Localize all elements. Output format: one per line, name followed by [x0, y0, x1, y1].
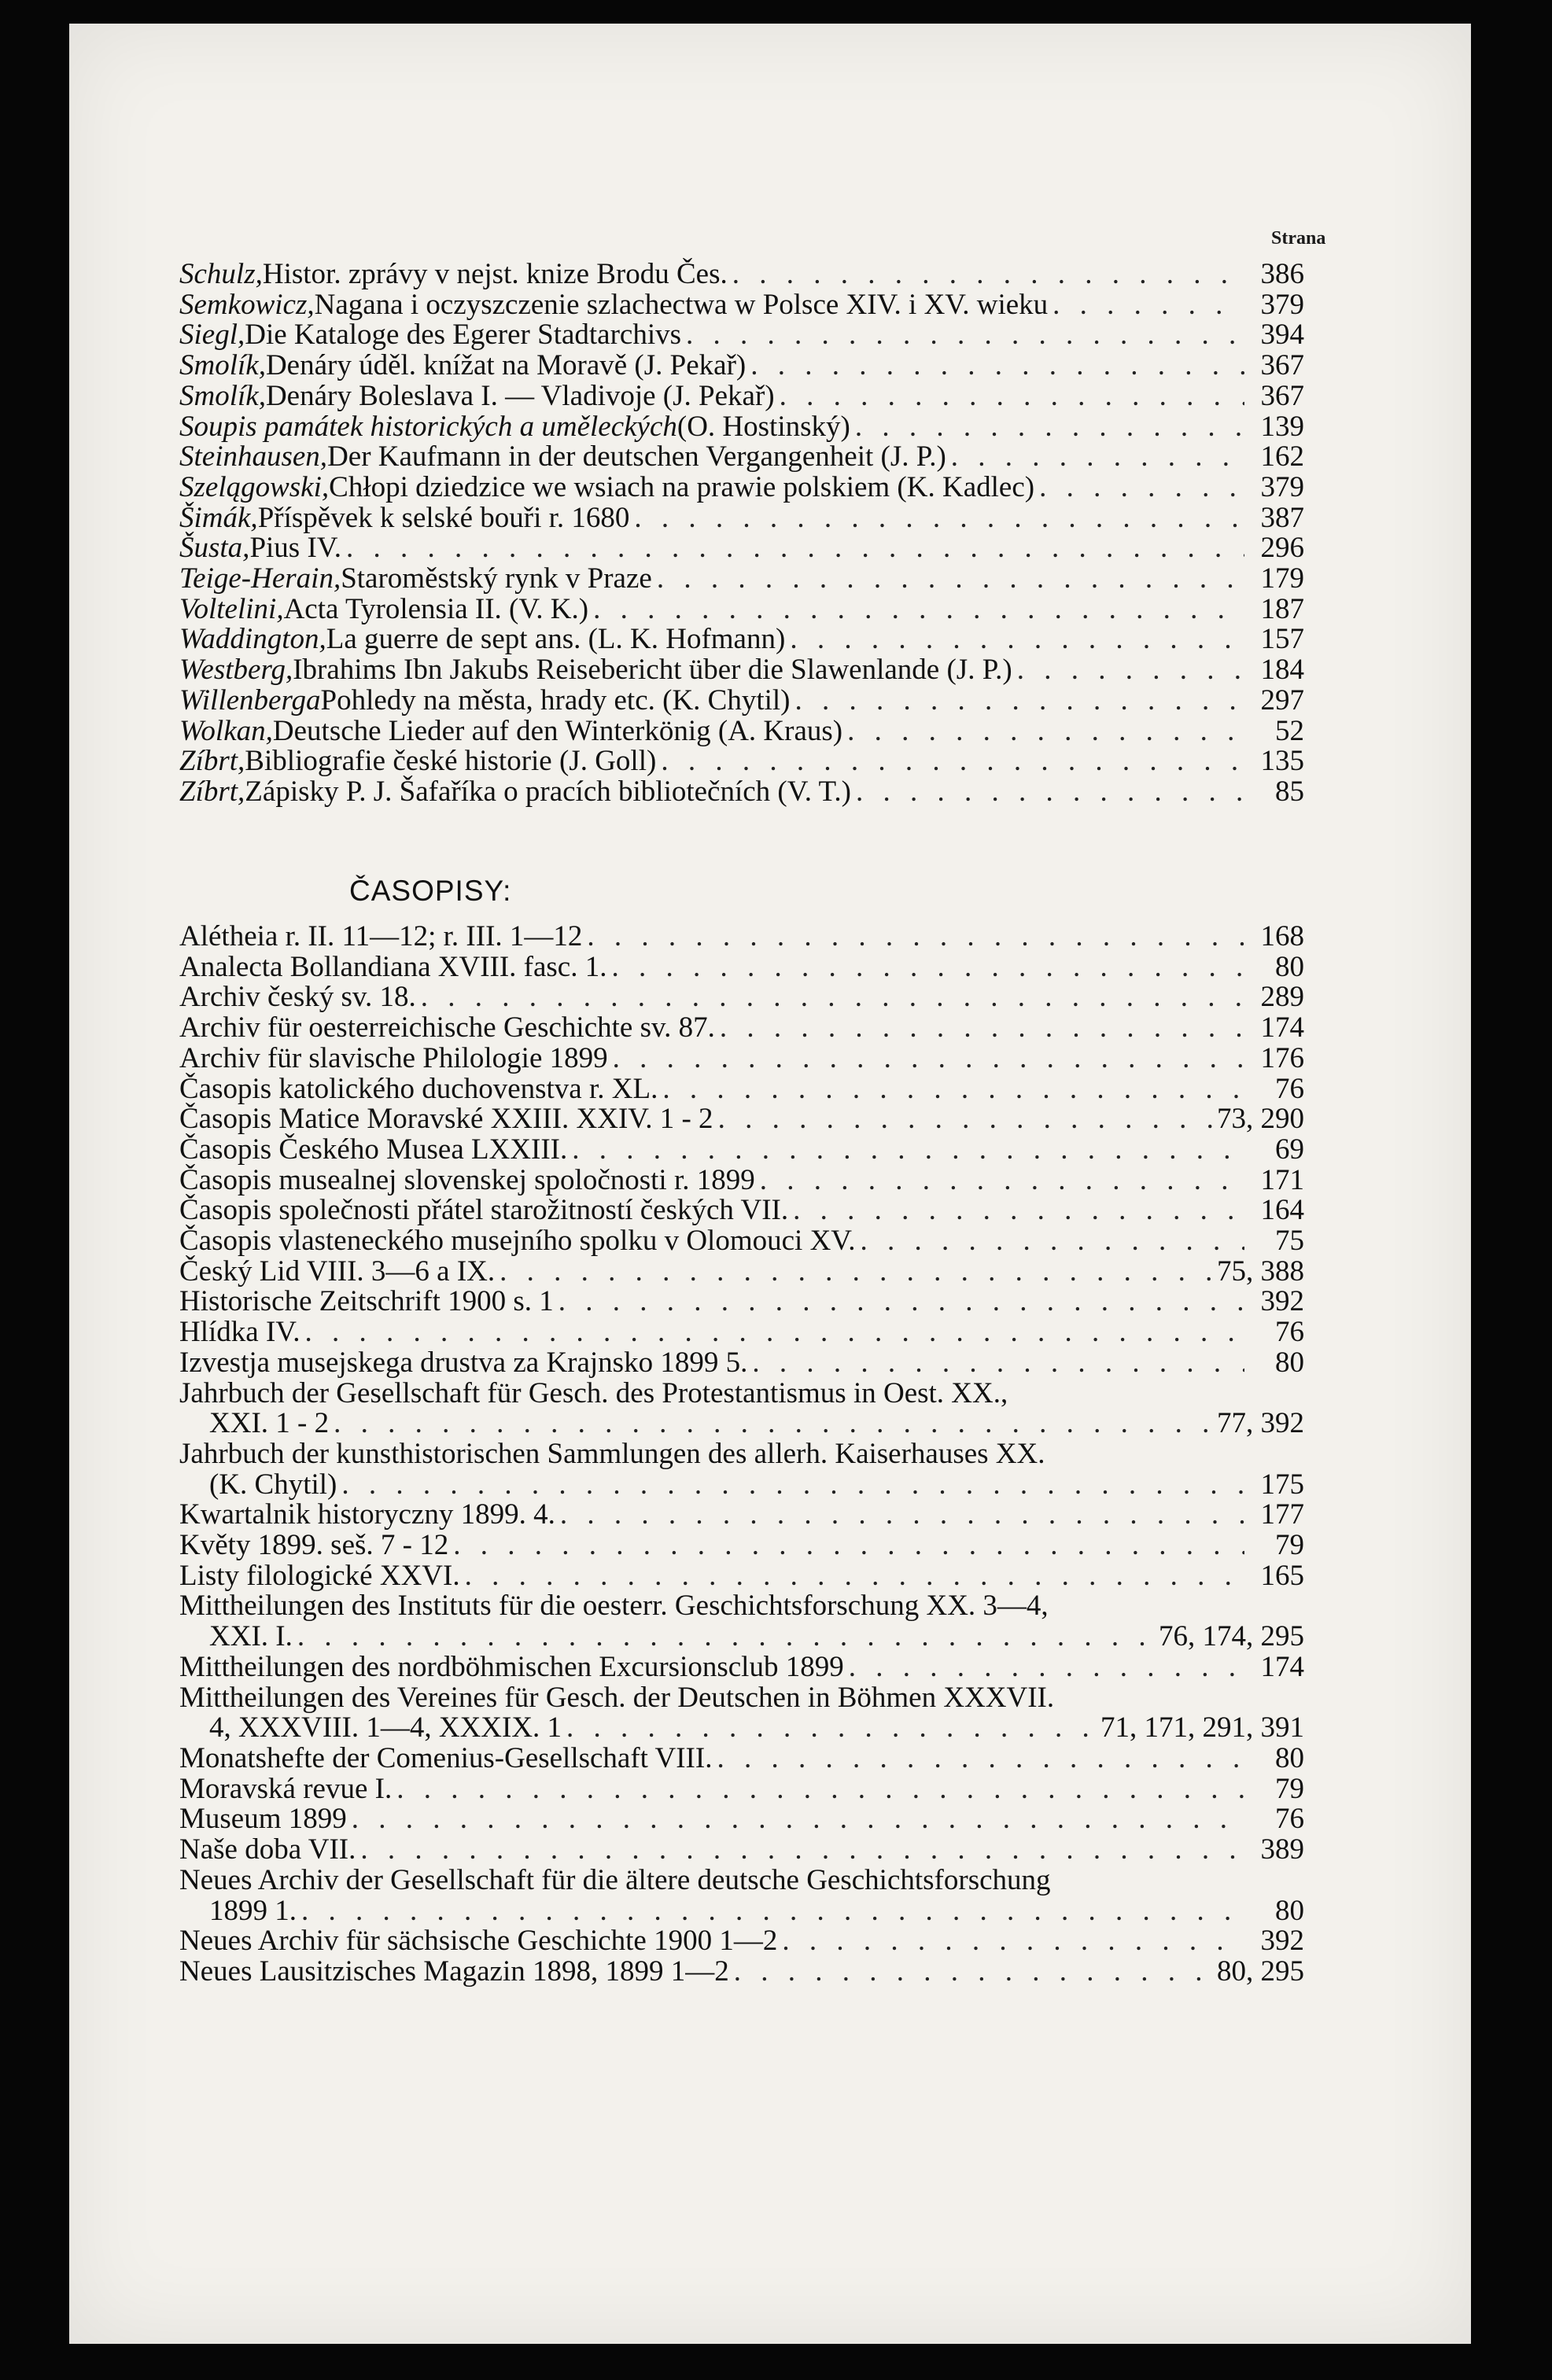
dot-leader [752, 1348, 1244, 1379]
dot-leader [951, 442, 1244, 473]
entry-title: Listy filologické XXVI. [179, 1559, 460, 1592]
entry-author: Zíbrt, [179, 745, 245, 778]
dot-leader [782, 1926, 1244, 1957]
entry-title: (O. Hostinský) [676, 410, 850, 443]
author-entry [179, 260, 1304, 290]
entry-line-continued [179, 1622, 1304, 1652]
journal-entry [179, 1439, 1304, 1500]
journal-entry [179, 1226, 1304, 1257]
entry-title: Der Kaufmann in der deutschen Vergangenheit (J. P.) [327, 440, 946, 473]
entry-title: Bibliografie české historie (J. Goll) [245, 745, 657, 778]
entry-page-number: 392 [1260, 1925, 1304, 1958]
entry-line [179, 290, 1304, 321]
author-entry [179, 412, 1304, 443]
entry-title-continued: (K. Chytil) [209, 1468, 337, 1501]
entry-title: Deutsche Lieder auf den Winterkönig (A. Kraus) [272, 714, 843, 747]
entry-line [179, 1041, 1304, 1074]
dot-leader [1039, 473, 1244, 503]
author-entry [179, 714, 1304, 747]
entry-line [179, 1135, 1304, 1166]
journal-entry [179, 1561, 1304, 1592]
journal-entry [179, 1531, 1304, 1561]
author-entry [179, 533, 1304, 564]
entry-page-number: 175 [1260, 1468, 1304, 1501]
entry-line [179, 1835, 1304, 1866]
entry-line [179, 320, 1304, 351]
entry-title: Pohledy na města, hrady etc. (K. Chytil) [320, 683, 791, 717]
journal-entry [179, 1500, 1304, 1531]
entry-line-continued [179, 1896, 1304, 1927]
entry-page-number: 289 [1260, 981, 1304, 1014]
entry-page-number: 79 [1275, 1529, 1304, 1562]
entry-page-number: 52 [1275, 714, 1304, 747]
entry-line [179, 624, 1304, 655]
entry-author: Steinhausen, [179, 440, 328, 473]
entry-line [179, 1531, 1304, 1561]
author-entry [179, 564, 1304, 595]
dot-leader [734, 1957, 1212, 1988]
entry-title: Časopis Českého Musea LXXIII. [179, 1133, 568, 1166]
entry-page-number: 379 [1260, 288, 1304, 321]
entry-line [179, 1317, 1304, 1348]
entry-title-continued: XXI. I. [209, 1620, 293, 1653]
entry-page-number: 394 [1260, 319, 1304, 352]
entry-page-number: 176 [1260, 1041, 1304, 1074]
entry-line [179, 1013, 1304, 1044]
dot-leader [297, 1622, 1154, 1652]
dot-leader [453, 1531, 1244, 1561]
entry-line [179, 1652, 1304, 1683]
entry-page-number: 76 [1275, 1072, 1304, 1105]
entry-line [179, 564, 1304, 595]
entry-page-number: 80 [1275, 1346, 1304, 1379]
entry-page-number: 85 [1275, 775, 1304, 808]
entry-page-number: 296 [1260, 532, 1304, 565]
author-entry [179, 777, 1304, 808]
entry-line [179, 1254, 1304, 1288]
entry-author: Semkowicz, [179, 288, 315, 321]
entry-line [179, 1074, 1304, 1105]
entry-title: Naše doba VII. [179, 1833, 356, 1866]
journal-entry [179, 1863, 1304, 1927]
entry-author: Šusta, [179, 532, 250, 565]
author-entry [179, 320, 1304, 351]
entry-page-number: 164 [1260, 1194, 1304, 1227]
dot-leader [566, 1713, 1096, 1744]
entry-title: Jahrbuch der kunsthistorischen Sammlungen des allerh. Kaiserhauses XX. [179, 1437, 1045, 1470]
dot-leader [421, 982, 1244, 1013]
entry-title: Denáry Boleslava I. — Vladivoje (J. Pekař) [265, 379, 775, 412]
entry-line [179, 1104, 1304, 1135]
entry-line [179, 922, 1304, 952]
entry-title: Chłopi dziedzice we wsiach na prawie polskiem (K. Kadlec) [329, 470, 1035, 503]
entry-page-number: 367 [1260, 349, 1304, 382]
journal-entry [179, 1741, 1304, 1774]
entry-title: Jahrbuch der Gesellschaft für Gesch. des Protestantismus in Oest. XX., [179, 1376, 1008, 1409]
entry-line [179, 592, 1304, 625]
entry-line-continued [179, 1409, 1304, 1439]
entry-page-number: 174 [1260, 1650, 1304, 1683]
journal-entry [179, 1254, 1304, 1288]
entry-title: Neues Lausitzisches Magazin 1898, 1899 1—2 [179, 1954, 729, 1988]
entry-line [179, 655, 1304, 686]
entry-title: Histor. zprávy v nejst. knize Brodu Čes. [262, 258, 728, 290]
dot-leader [611, 952, 1244, 983]
journal-entry [179, 1163, 1304, 1196]
journal-entry [179, 922, 1304, 952]
entry-title: Historische Zeitschrift 1900 s. 1 [179, 1285, 554, 1318]
dot-leader [795, 686, 1244, 717]
entry-line [179, 381, 1304, 412]
dot-leader [847, 717, 1244, 747]
entry-title: Monatshefte der Comenius-Gesellschaft VIII. [179, 1741, 713, 1774]
entry-author: Smolík, [179, 349, 266, 382]
author-entry [179, 624, 1304, 655]
journal-entry [179, 1074, 1304, 1105]
journal-entry [179, 1835, 1304, 1866]
journal-entry [179, 982, 1304, 1013]
journal-entry [179, 1652, 1304, 1683]
entry-line [179, 714, 1304, 747]
journal-entry [179, 1135, 1304, 1166]
entry-line [179, 982, 1304, 1013]
dot-leader [304, 1317, 1244, 1348]
dot-leader [634, 503, 1244, 534]
entry-title: Museum 1899 [179, 1803, 347, 1836]
entry-author: Wolkan, [179, 714, 273, 747]
dot-leader [352, 1804, 1244, 1835]
entry-line [179, 1376, 1304, 1409]
entry-line-continued [179, 1713, 1304, 1744]
entry-author: Zíbrt, [179, 775, 245, 808]
entry-page-number: 73, 290 [1217, 1103, 1304, 1136]
journal-entry [179, 1804, 1304, 1835]
dot-leader [301, 1896, 1244, 1927]
entry-page-number: 139 [1260, 410, 1304, 443]
entry-page-number: 367 [1260, 379, 1304, 412]
entry-title: Denáry úděl. knížat na Moravě (J. Pekař) [265, 349, 747, 382]
entry-title: Ibrahims Ibn Jakubs Reisebericht über die Slawenlande (J. P.) [293, 654, 1012, 687]
dot-leader [1017, 655, 1244, 686]
journal-entry [179, 1683, 1304, 1744]
entry-line [179, 442, 1304, 473]
entry-page-number: 80 [1275, 950, 1304, 983]
entry-title: Analecta Bollandiana XVIII. fasc. 1. [179, 950, 607, 983]
entry-author: Voltelini, [179, 592, 284, 625]
dot-leader [780, 381, 1244, 412]
entry-title: Archiv český sv. 18. [179, 981, 416, 1014]
entry-title: Časopis katolického duchovenstva r. XL. [179, 1072, 658, 1105]
entry-title: Hlídka IV. [179, 1316, 300, 1349]
entry-line [179, 1683, 1304, 1714]
entry-author: Soupis památek historických a uměleckých [179, 410, 677, 443]
journal-entry [179, 1013, 1304, 1044]
journal-entry [179, 1376, 1304, 1440]
entry-title-continued: XXI. 1 - 2 [209, 1407, 330, 1440]
entry-author: Šimák, [179, 501, 258, 534]
entry-page-number: 387 [1260, 501, 1304, 534]
entry-page-number: 76, 174, 295 [1159, 1620, 1304, 1653]
entry-page-number: 165 [1260, 1559, 1304, 1592]
dot-leader [1052, 290, 1244, 321]
entry-title: Neues Archiv für sächsische Geschichte 1900 1—2 [179, 1925, 778, 1958]
author-entry [179, 655, 1304, 686]
entry-line [179, 1863, 1304, 1896]
document-page [69, 24, 1471, 2344]
dot-leader [334, 1409, 1212, 1439]
entry-line [179, 1163, 1304, 1196]
author-entry [179, 290, 1304, 321]
dot-leader [856, 777, 1244, 808]
dot-leader [732, 260, 1244, 290]
entry-title: Mittheilungen des Instituts für die oesterr. Geschichtsforschung XX. 3—4, [179, 1590, 1049, 1623]
dot-leader [613, 1044, 1244, 1074]
entry-line [179, 1741, 1304, 1774]
dot-leader [718, 1104, 1212, 1135]
entry-page-number: 79 [1275, 1772, 1304, 1805]
entry-author: Schulz, [179, 258, 263, 290]
entry-line [179, 1561, 1304, 1592]
entry-title: Zápisky P. J. Šafaříka o pracích bibliotečních (V. T.) [245, 775, 851, 808]
author-entry [179, 503, 1304, 534]
dot-leader [849, 1652, 1244, 1683]
entry-line [179, 260, 1304, 290]
dot-leader [657, 564, 1244, 595]
dot-leader [662, 1074, 1244, 1105]
entry-page-number: 75 [1275, 1225, 1304, 1258]
dot-leader [750, 351, 1244, 381]
entry-title: Časopis společnosti přátel starožitností českých VII. [179, 1194, 789, 1227]
journal-entry [179, 1926, 1304, 1957]
entry-title: Izvestja musejskega drustva za Krajnsko 1899 5. [179, 1346, 748, 1379]
entry-line [179, 470, 1304, 503]
entry-page-number: 162 [1260, 440, 1304, 473]
entry-line [179, 746, 1304, 777]
entry-title-continued: 1899 1. [209, 1894, 297, 1927]
entry-title: Český Lid VIII. 3—6 a IX. [179, 1254, 496, 1288]
dot-leader [661, 746, 1244, 777]
entry-page-number: 297 [1260, 683, 1304, 717]
entry-line [179, 1591, 1304, 1622]
entry-author: Teige-Herain, [179, 562, 341, 595]
entry-page-number: 135 [1260, 745, 1304, 778]
entry-author: Waddington, [179, 623, 326, 656]
entry-line [179, 1226, 1304, 1257]
entry-page-number: 80 [1275, 1741, 1304, 1774]
entry-title: Mittheilungen des nordböhmischen Excursionsclub 1899 [179, 1650, 844, 1683]
dot-leader [346, 533, 1244, 564]
entry-author: Smolík, [179, 379, 266, 412]
dot-leader [465, 1561, 1244, 1592]
entry-page-number: 75, 388 [1217, 1254, 1304, 1288]
author-entry [179, 351, 1304, 381]
entry-line [179, 1804, 1304, 1835]
dot-leader [760, 1166, 1244, 1196]
entry-line [179, 1348, 1304, 1379]
entry-page-number: 77, 392 [1217, 1407, 1304, 1440]
dot-leader [558, 1287, 1244, 1317]
entry-title: Die Kataloge des Egerer Stadtarchivs [245, 319, 682, 352]
journal-entry [179, 1348, 1304, 1379]
entry-page-number: 69 [1275, 1133, 1304, 1166]
entry-title: Staroměstský rynk v Praze [341, 562, 652, 595]
journal-entry [179, 952, 1304, 983]
entry-page-number: 76 [1275, 1316, 1304, 1349]
entry-title: Archiv für slavische Philologie 1899 [179, 1041, 608, 1074]
entry-title: Acta Tyrolensia II. (V. K.) [283, 592, 589, 625]
entry-line [179, 351, 1304, 381]
entry-title: Květy 1899. seš. 7 - 12 [179, 1529, 449, 1562]
entry-title: Alétheia r. II. 11—12; r. III. 1—12 [179, 920, 583, 952]
section-heading-casopisy: ČASOPISY: [349, 875, 512, 907]
entry-line [179, 1500, 1304, 1531]
dot-leader [793, 1196, 1244, 1226]
entry-line [179, 777, 1304, 808]
entry-page-number: 177 [1260, 1498, 1304, 1531]
entry-page-number: 184 [1260, 654, 1304, 687]
entry-line [179, 1196, 1304, 1226]
entry-author: Siegl, [179, 319, 245, 352]
entry-author: Willenberga [179, 683, 321, 717]
entry-title-continued: 4, XXXVIII. 1—4, XXXIX. 1 [209, 1711, 562, 1744]
entry-page-number: 187 [1260, 592, 1304, 625]
entry-title: Neues Archiv der Gesellschaft für die ältere deutsche Geschichtsforschung [179, 1863, 1051, 1896]
journal-entry [179, 1774, 1304, 1805]
entry-author: Westberg, [179, 654, 293, 687]
entry-title: Časopis Matice Moravské XXIII. XXIV. 1 - 2 [179, 1103, 713, 1136]
entry-line [179, 1287, 1304, 1317]
entry-page-number: 379 [1260, 470, 1304, 503]
journal-entry [179, 1287, 1304, 1317]
dot-leader [717, 1744, 1244, 1774]
dot-leader [855, 412, 1244, 443]
dot-leader [396, 1774, 1244, 1805]
entry-title: Nagana i oczyszczenie szlachectwa w Polsce XIV. i XV. wieku [314, 288, 1049, 321]
journal-index-list [179, 922, 1304, 1988]
entry-page-number: 171 [1260, 1163, 1304, 1196]
author-entry [179, 442, 1304, 473]
journal-entry [179, 1104, 1304, 1135]
entry-title: La guerre de sept ans. (L. K. Hofmann) [326, 623, 786, 656]
author-entry [179, 381, 1304, 412]
entry-line [179, 412, 1304, 443]
dot-leader [360, 1835, 1244, 1866]
entry-page-number: 80 [1275, 1894, 1304, 1927]
entry-title: Příspěvek k selské bouři r. 1680 [257, 501, 630, 534]
entry-title: Pius IV. [249, 532, 341, 565]
entry-line [179, 952, 1304, 983]
author-entry [179, 592, 1304, 625]
dot-leader [593, 595, 1244, 625]
entry-title: Mittheilungen des Vereines für Gesch. der Deutschen in Böhmen XXXVII. [179, 1681, 1055, 1714]
entry-line [179, 503, 1304, 534]
entry-line [179, 1954, 1304, 1988]
entry-title: Časopis musealnej slovenskej spoločnosti r. 1899 [179, 1163, 755, 1196]
journal-entry [179, 1591, 1304, 1652]
author-entry [179, 683, 1304, 717]
entry-page-number: 80, 295 [1217, 1954, 1304, 1988]
dot-leader [500, 1257, 1212, 1288]
entry-line [179, 1926, 1304, 1957]
entry-page-number: 157 [1260, 623, 1304, 656]
dot-leader [790, 624, 1244, 655]
journal-entry [179, 1317, 1304, 1348]
entry-author: Szelągowski, [179, 470, 330, 503]
entry-page-number: 76 [1275, 1803, 1304, 1836]
journal-entry [179, 1196, 1304, 1226]
entry-page-number: 179 [1260, 562, 1304, 595]
entry-page-number: 392 [1260, 1285, 1304, 1318]
dot-leader [572, 1135, 1244, 1166]
entry-title: Časopis vlasteneckého musejního spolku v Olomouci XV. [179, 1225, 856, 1258]
entry-title: Archiv für oesterreichische Geschichte sv. 87. [179, 1011, 715, 1044]
dot-leader [587, 922, 1244, 952]
dot-leader [686, 320, 1244, 351]
entry-title: Kwartalnik historyczny 1899. 4. [179, 1498, 555, 1531]
dot-leader [341, 1470, 1244, 1501]
entry-page-number: 389 [1260, 1833, 1304, 1866]
entry-page-number: 168 [1260, 920, 1304, 952]
journal-entry [179, 1954, 1304, 1988]
entry-title: Moravská revue I. [179, 1772, 393, 1805]
dot-leader [560, 1500, 1244, 1531]
entry-line [179, 683, 1304, 717]
dot-leader [861, 1226, 1245, 1257]
page-column-header: Strana [1271, 228, 1326, 249]
entry-line [179, 1439, 1304, 1470]
journal-entry [179, 1041, 1304, 1074]
author-entry [179, 470, 1304, 503]
entry-line [179, 533, 1304, 564]
entry-line-continued [179, 1470, 1304, 1501]
author-index-list [179, 260, 1304, 808]
entry-page-number: 386 [1260, 258, 1304, 290]
entry-line [179, 1774, 1304, 1805]
author-entry [179, 746, 1304, 777]
dot-leader [720, 1013, 1244, 1044]
entry-page-number: 71, 171, 291, 391 [1100, 1711, 1304, 1744]
entry-page-number: 174 [1260, 1011, 1304, 1044]
